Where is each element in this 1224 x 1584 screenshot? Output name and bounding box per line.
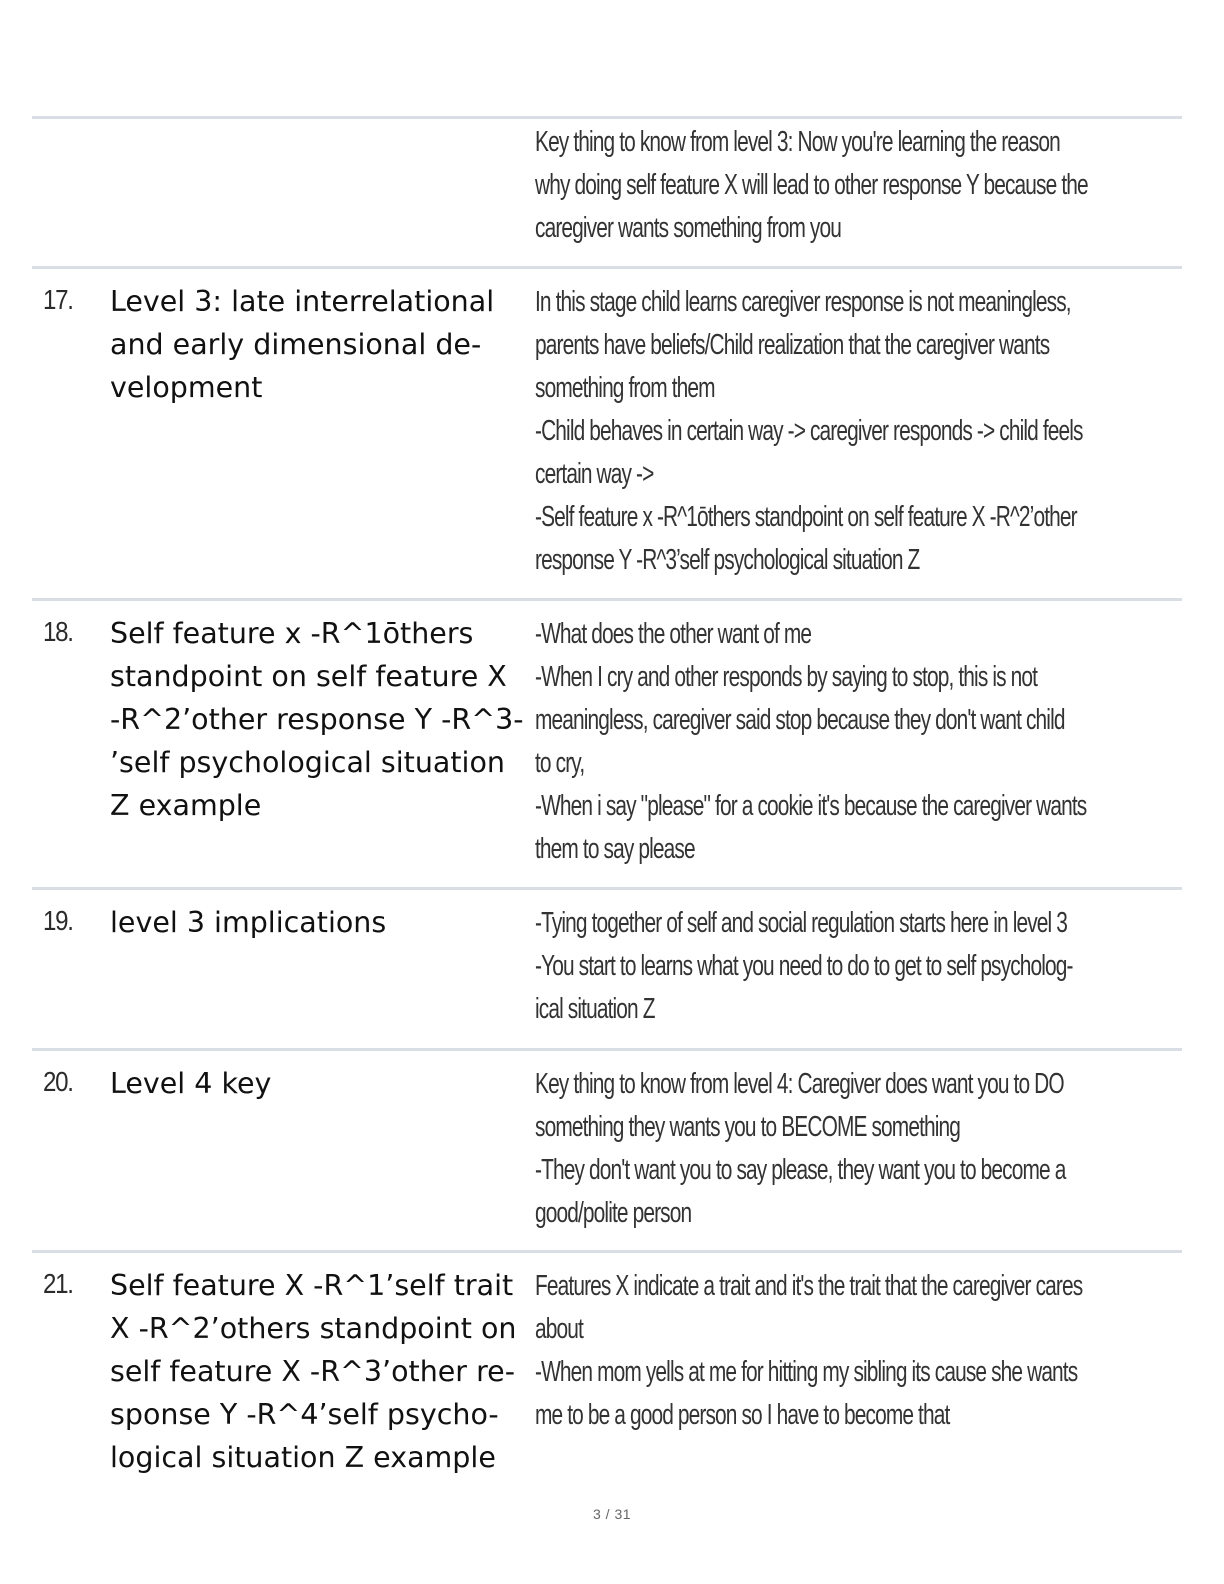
definition-line: In this stage child learns caregiver response is not meaningless, — [535, 286, 1071, 318]
term-line: level 3 implications — [110, 906, 387, 939]
definition-line: -When mom yells at me for hitting my sibling its cause she wants — [535, 1356, 1078, 1388]
definition-line: ical situation Z — [535, 993, 655, 1025]
card-definition — [535, 281, 1195, 582]
definition-line: response Y -R^3’self psychological situation Z — [535, 544, 920, 576]
definition-line: -They don't want you to say please, they want you to become a — [535, 1154, 1066, 1186]
term-line: Z example — [110, 789, 262, 822]
term-line: X -R^2’others standpoint on — [110, 1312, 517, 1345]
card-term — [110, 612, 530, 827]
term-line: velopment — [110, 371, 263, 404]
definition-line: certain way -> — [535, 458, 654, 490]
definition-line: Key thing to know from level 4: Caregiver does want you to DO — [535, 1068, 1064, 1100]
definition-line: meaningless, caregiver said stop because they don't want child — [535, 704, 1065, 736]
row-divider — [32, 887, 1182, 890]
card-number: 21. — [43, 1268, 73, 1299]
term-line: sponse Y -R^4’self psycho- — [110, 1398, 499, 1431]
term-line: Level 4 key — [110, 1067, 272, 1100]
card-definition — [535, 902, 1195, 1031]
definition-line: to cry, — [535, 747, 585, 779]
definition-line: -Self feature x -R^1ōthers standpoint on self feature X -R^2’other — [535, 501, 1077, 533]
definition-line: Features X indicate a trait and it's the trait that the caregiver cares — [535, 1270, 1083, 1302]
row-divider — [32, 266, 1182, 269]
row-divider — [32, 598, 1182, 601]
card-number: 20. — [43, 1066, 73, 1097]
page-indicator: 3 / 31 — [592, 1506, 632, 1522]
definition-line: parents have beliefs/Child realization that the caregiver wants — [535, 329, 1050, 361]
term-line: self feature X -R^3’other re- — [110, 1355, 515, 1388]
term-line: Level 3: late interrelational — [110, 285, 495, 318]
term-line: and early dimensional de- — [110, 328, 482, 361]
definition-line: something from them — [535, 372, 715, 404]
term-line: logical situation Z example — [110, 1441, 496, 1474]
definition-line: why doing self feature X will lead to other response Y because the — [535, 169, 1088, 201]
definition-line: -When I cry and other responds by saying to stop, this is not — [535, 661, 1038, 693]
term-line: Self feature X -R^1’self trait — [110, 1269, 514, 1302]
row-divider — [32, 1048, 1182, 1051]
definition-line: them to say please — [535, 833, 695, 865]
definition-line: -When i say "please" for a cookie it's because the caregiver wants — [535, 790, 1087, 822]
definition-line: me to be a good person so I have to become that — [535, 1399, 950, 1431]
term-line: ’self psychological situation — [110, 746, 505, 779]
card-definition — [535, 121, 1195, 250]
card-number: 19. — [43, 905, 73, 936]
term-line: standpoint on self feature X — [110, 660, 507, 693]
term-line: -R^2’other response Y -R^3- — [110, 703, 524, 736]
card-number: 18. — [43, 616, 73, 647]
definition-line: something they wants you to BECOME something — [535, 1111, 961, 1143]
card-definition — [535, 1265, 1195, 1437]
definition-line: -Child behaves in certain way -> caregiver responds -> child feels — [535, 415, 1083, 447]
row-divider — [32, 116, 1182, 119]
definition-line: Key thing to know from level 3: Now you're learning the reason — [535, 126, 1060, 158]
definition-line: -Tying together of self and social regulation starts here in level 3 — [535, 907, 1068, 939]
term-line: Self feature x -R^1ōthers — [110, 617, 474, 650]
definition-line: about — [535, 1313, 583, 1345]
definition-line: -You start to learns what you need to do to get to self psycholog- — [535, 950, 1073, 982]
card-term — [110, 1264, 530, 1479]
card-term — [110, 1062, 530, 1105]
card-definition — [535, 1063, 1195, 1235]
card-number: 17. — [43, 284, 73, 315]
row-divider — [32, 1250, 1182, 1253]
card-definition — [535, 613, 1195, 871]
card-term — [110, 901, 530, 944]
definition-line: caregiver wants something from you — [535, 212, 842, 244]
definition-line: good/polite person — [535, 1197, 692, 1229]
definition-line: -What does the other want of me — [535, 618, 812, 650]
card-term — [110, 280, 530, 409]
